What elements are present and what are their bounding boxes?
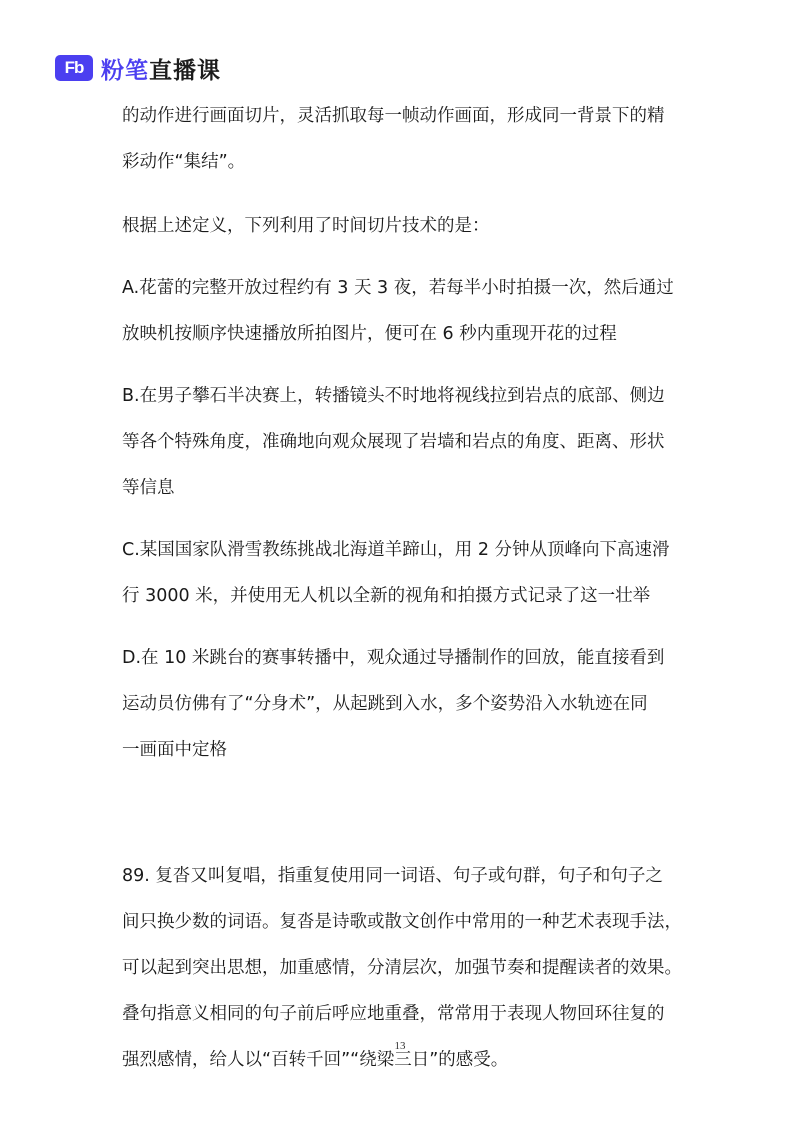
header: [55, 50, 221, 86]
document-body: [122, 98, 702, 1072]
brand-rest-text: 直播课: [149, 57, 221, 84]
text-line: 的动作进行画面切片，灵活抓取每一帧动作画面，形成同一背景下的精: [122, 106, 665, 126]
option-c-line: C.某国国家队滑雪教练挑战北海道羊蹄山，用 2 分钟从顶峰向下高速滑: [122, 540, 670, 560]
page-number: 13: [394, 1040, 406, 1052]
option-b-line: 等信息: [122, 478, 175, 498]
option-a-line: A.花蕾的完整开放过程约有 3 天 3 夜，若每半小时拍摄一次，然后通过: [122, 278, 674, 298]
text-line: 彩动作“集结”。: [122, 152, 246, 172]
question-prompt: 根据上述定义，下列利用了时间切片技术的是：: [122, 216, 490, 236]
option-b-line: 等各个特殊角度，准确地向观众展现了岩墙和岩点的角度、距离、形状: [122, 432, 665, 452]
option-c-line: 行 3000 米，并使用无人机以全新的视角和拍摄方式记录了这一壮举: [122, 586, 651, 606]
brand-name: [101, 52, 221, 85]
question-89-line: 89. 复沓又叫复唱，指重复使用同一词语、句子或句群，句子和句子之: [122, 866, 663, 886]
question-89-line: 可以起到突出思想，加重感情，分清层次，加强节奏和提醒读者的效果。: [122, 958, 682, 978]
option-d-line: 运动员仿佛有了“分身术”，从起跳到入水，多个姿势沿入水轨迹在同: [122, 694, 648, 714]
fenbi-logo-icon: Fb: [55, 55, 93, 81]
question-89-line: 叠句指意义相同的句子前后呼应地重叠，常常用于表现人物回环往复的: [122, 1004, 665, 1024]
brand-accent-text: 粉笔: [101, 57, 149, 84]
option-d-line: 一画面中定格: [122, 740, 227, 760]
option-a-line: 放映机按顺序快速播放所拍图片，便可在 6 秒内重现开花的过程: [122, 324, 617, 344]
question-89-line: 强烈感情，给人以“百转千回”“绕梁三日”的感受。: [122, 1050, 509, 1070]
option-d-line: D.在 10 米跳台的赛事转播中，观众通过导播制作的回放，能直接看到: [122, 648, 665, 668]
question-89-line: 间只换少数的词语。复沓是诗歌或散文创作中常用的一种艺术表现手法，: [122, 912, 682, 932]
option-b-line: B.在男子攀石半决赛上，转播镜头不时地将视线拉到岩点的底部、侧边: [122, 386, 665, 406]
